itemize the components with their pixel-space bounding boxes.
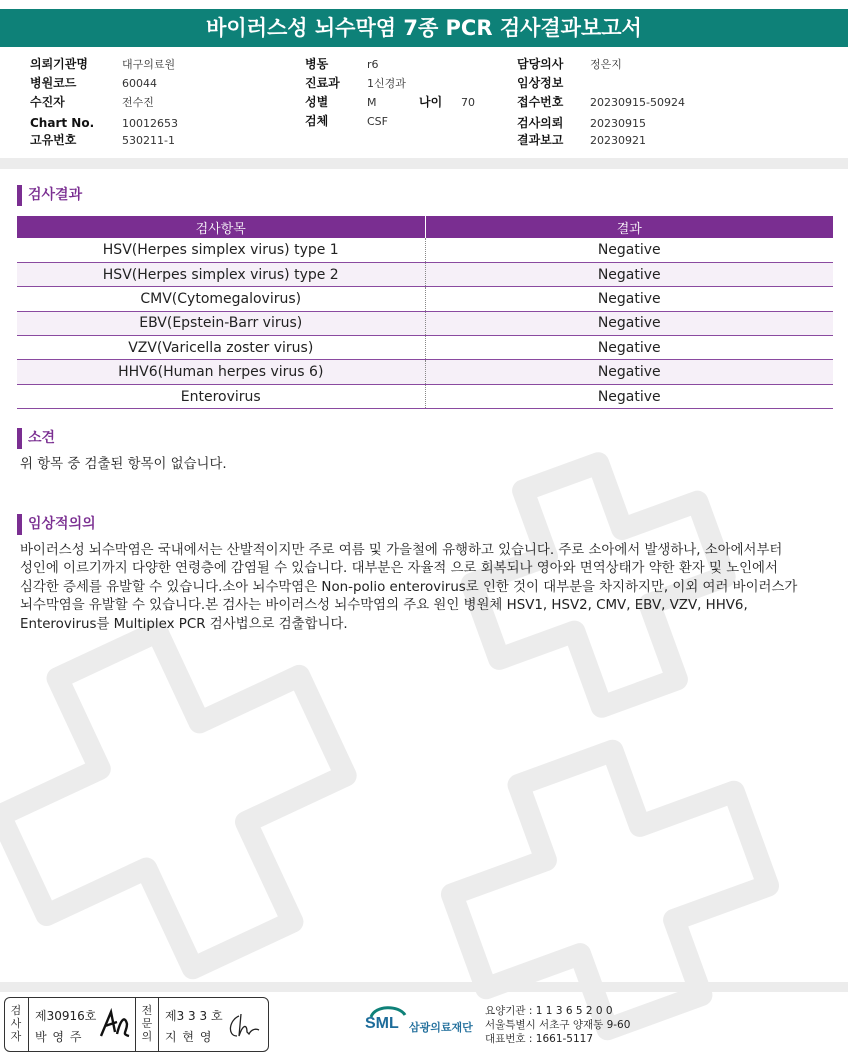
tester-label-cell (5, 998, 29, 1051)
info-value: 20230921 (590, 134, 646, 147)
table-header-row (17, 216, 833, 238)
clinical-text (20, 542, 797, 634)
info-row-chart-no (30, 114, 178, 132)
logo-text: SML (365, 1015, 399, 1032)
info-row-clinical-info (517, 74, 590, 92)
clinical-line: 뇌수막염을 유발할 수 있습니다.본 검사는 바이러스성 뇌수막염의 주요 원인 병원체 HSV1, HSV2, CMV, EBV, VZV, HHV6, (20, 598, 748, 614)
specialist-license: 제3 3 3 호 (165, 1009, 223, 1023)
header-divider (0, 158, 848, 169)
tester-name: 박 영 주 (35, 1030, 83, 1044)
sml-logo (365, 1003, 473, 1043)
clinical-line: 바이러스성 뇌수막염은 국내에서는 산발적이지만 주로 여름 및 가을철에 유행하고 있습니다. 주로 소아에서 발생하나, 소아에서부터 (20, 543, 783, 558)
org-name: 삼광의료재단 (409, 1021, 473, 1034)
org-line: 서울특별시 서초구 양재동 9-60 (485, 1019, 631, 1031)
info-value: 1신경과 (367, 77, 406, 90)
info-value: CSF (367, 115, 388, 128)
info-value: 60044 (122, 77, 157, 90)
info-value: 정은지 (590, 58, 622, 71)
test-item: VZV(Varicella zoster virus) (17, 336, 425, 360)
info-row-patient (30, 93, 154, 111)
info-label: 담당의사 (517, 57, 564, 71)
test-item: HSV(Herpes simplex virus) type 1 (17, 238, 425, 262)
info-label: 고유번호 (30, 133, 77, 147)
test-item: HSV(Herpes simplex virus) type 2 (17, 262, 425, 286)
table-row (17, 336, 833, 360)
info-row-doctor (517, 55, 622, 73)
info-row-specimen (305, 112, 388, 130)
info-label: 임상정보 (517, 76, 564, 90)
table-row (17, 311, 833, 335)
report-title: 바이러스성 뇌수막염 7종 PCR 검사결과보고서 (0, 9, 848, 47)
footer-divider (0, 982, 848, 992)
org-line: 대표번호 : 1661-5117 (485, 1033, 594, 1045)
info-value: 전수진 (122, 96, 154, 109)
specialist-label-cell (135, 998, 159, 1051)
signature-box (4, 997, 269, 1052)
test-result: Negative (425, 262, 833, 286)
info-value: 20230915 (590, 117, 646, 130)
info-row-request-date (517, 114, 646, 132)
clinical-line: Enterovirus를 Multiplex PCR 검사법으로 검출합니다. (20, 616, 348, 632)
test-result: Negative (425, 238, 833, 262)
test-result: Negative (425, 287, 833, 311)
info-label: 병원코드 (30, 76, 77, 90)
test-result: Negative (425, 311, 833, 335)
specialist-signature (225, 1010, 261, 1042)
test-item: CMV(Cytomegalovirus) (17, 287, 425, 311)
clinical-line: 심각한 증세를 유발할 수 있습니다.소아 뇌수막염은 Non-polio enterovirus로 인한 것이 대부분을 차지하지만, 이외 여러 바이러스가 (20, 579, 798, 595)
info-label: 성별 (305, 95, 329, 109)
info-label: 진료과 (305, 76, 340, 90)
table-row (17, 238, 833, 262)
test-item: HHV6(Human herpes virus 6) (17, 360, 425, 384)
clinical-line: 성인에 이르기까지 다양한 연령층에 감염될 수 있습니다. 대부분은 자율적 으로 회복되나 영아와 면역상태가 약한 환자 및 노인에서 (20, 561, 778, 577)
tester-license: 제30916호 (35, 1009, 97, 1023)
table-row (17, 360, 833, 384)
results-table (17, 216, 833, 409)
test-result: Negative (425, 336, 833, 360)
info-row-sex (305, 93, 475, 111)
info-value: 10012653 (122, 117, 178, 130)
org-line: 요양기관 : 1 1 3 6 5 2 0 0 (485, 1005, 613, 1017)
info-label: 의뢰기관명 (30, 57, 88, 71)
info-label: Chart No. (30, 116, 95, 130)
info-value: 530211-1 (122, 134, 175, 147)
info-label-age: 나이 (419, 95, 443, 109)
info-row-report-date (517, 131, 646, 149)
info-value-age: 70 (461, 96, 475, 109)
test-result: Negative (425, 360, 833, 384)
info-label: 병동 (305, 57, 329, 71)
table-row (17, 384, 833, 408)
org-info (485, 1004, 630, 1046)
info-value: 대구의료원 (122, 58, 176, 71)
specialist-label: 전문의 (141, 1004, 153, 1043)
test-result: Negative (425, 384, 833, 408)
info-value: 20230915-50924 (590, 96, 685, 109)
table-row (17, 287, 833, 311)
info-row-hospital-code (30, 74, 157, 92)
info-row-ward (305, 55, 379, 73)
results-heading: 검사결과 (17, 185, 82, 206)
info-value: M (367, 96, 377, 109)
info-label: 접수번호 (517, 95, 564, 109)
tester-label: 검사자 (10, 1004, 22, 1043)
tester-signature (97, 1006, 133, 1042)
info-label: 수진자 (30, 95, 65, 109)
info-row-unique-no (30, 131, 175, 149)
test-item: EBV(Epstein-Barr virus) (17, 311, 425, 335)
info-label: 검사의뢰 (517, 116, 564, 130)
col-header-result: 결과 (425, 216, 833, 238)
test-item: Enterovirus (17, 384, 425, 408)
clinical-heading: 임상적의의 (17, 514, 96, 535)
table-row (17, 262, 833, 286)
info-label: 검체 (305, 114, 329, 128)
info-row-receipt-no (517, 93, 685, 111)
col-header-item: 검사항목 (17, 216, 425, 238)
findings-heading: 소견 (17, 428, 55, 449)
specialist-name: 지 현 영 (165, 1030, 213, 1044)
info-row-department (305, 74, 406, 92)
info-value: r6 (367, 58, 379, 71)
info-label: 결과보고 (517, 133, 564, 147)
findings-text: 위 항목 중 검출된 항목이 없습니다. (20, 457, 227, 472)
info-row-institution (30, 55, 175, 73)
